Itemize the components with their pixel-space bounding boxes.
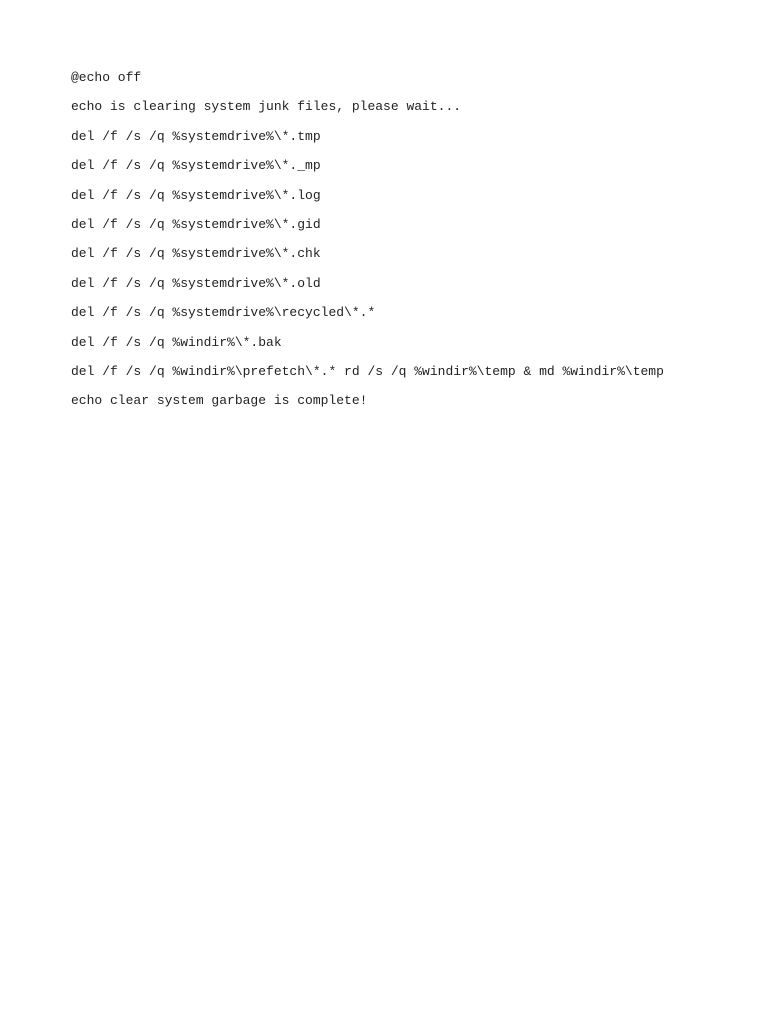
- batch-script: [71, 70, 664, 423]
- script-line-del-mp: del /f /s /q %systemdrive%\*._mp: [71, 158, 321, 174]
- script-line-del-log: del /f /s /q %systemdrive%\*.log: [71, 187, 321, 203]
- script-line-del-tmp: del /f /s /q %systemdrive%\*.tmp: [71, 128, 321, 144]
- script-line-echo-complete: echo clear system garbage is complete!: [71, 393, 368, 409]
- script-line-del-prefetch: del /f /s /q %windir%\prefetch\*.* rd /s /q %windir%\temp & md %windir%\temp: [71, 363, 664, 379]
- script-line-echo-message: echo is clearing system junk files, please wait...: [71, 99, 462, 115]
- script-line-del-bak: del /f /s /q %windir%\*.bak: [71, 334, 282, 350]
- script-line-del-chk: del /f /s /q %systemdrive%\*.chk: [71, 246, 321, 262]
- script-line-del-old: del /f /s /q %systemdrive%\*.old: [71, 275, 321, 291]
- script-line-echo-off: @echo off: [71, 70, 142, 85]
- script-line-del-gid: del /f /s /q %systemdrive%\*.gid: [71, 216, 321, 232]
- script-line-del-recycled: del /f /s /q %systemdrive%\recycled\*.*: [71, 305, 376, 321]
